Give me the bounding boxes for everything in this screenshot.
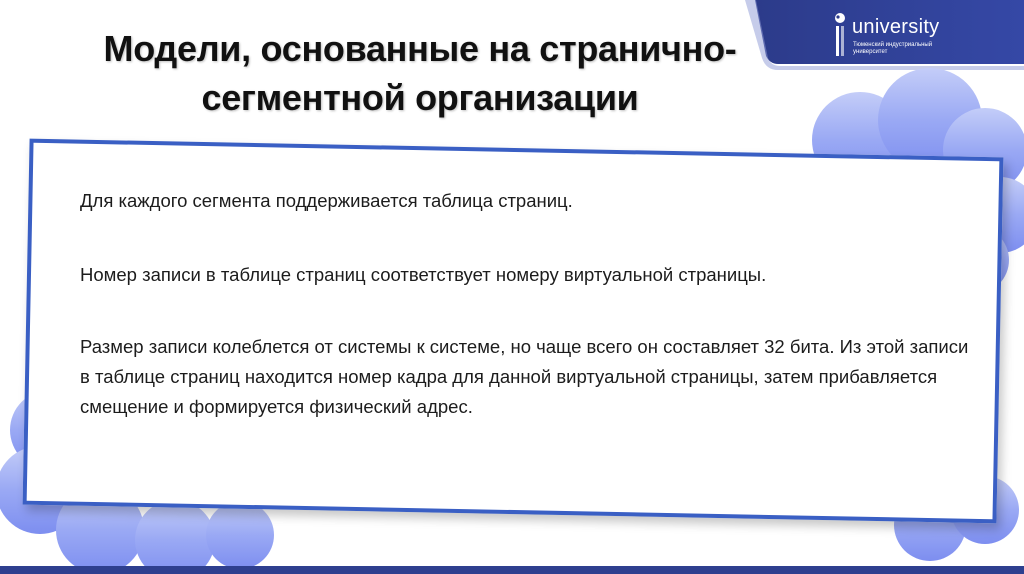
paragraph-1: Для каждого сегмента поддерживается таблица страниц. [80,190,573,211]
logo-subtitle: Тюменский индустриальный университет [853,42,933,55]
bottom-bar [0,566,1024,574]
logo-wordmark: university [852,16,940,38]
paragraph-3: Размер записи колеблется от системы к системе, но чаще всего он составляет 32 бита. Из этой записи в таблице страниц находится номер кадра для данной виртуальной страницы, затем прибавляется смещение и формируется физический адрес. [80,336,969,417]
slide-title: Модели, основанные на странично-сегментной организации [103,28,737,118]
paragraph-2: Номер записи в таблице страниц соответствует номеру виртуальной страницы. [80,264,767,285]
